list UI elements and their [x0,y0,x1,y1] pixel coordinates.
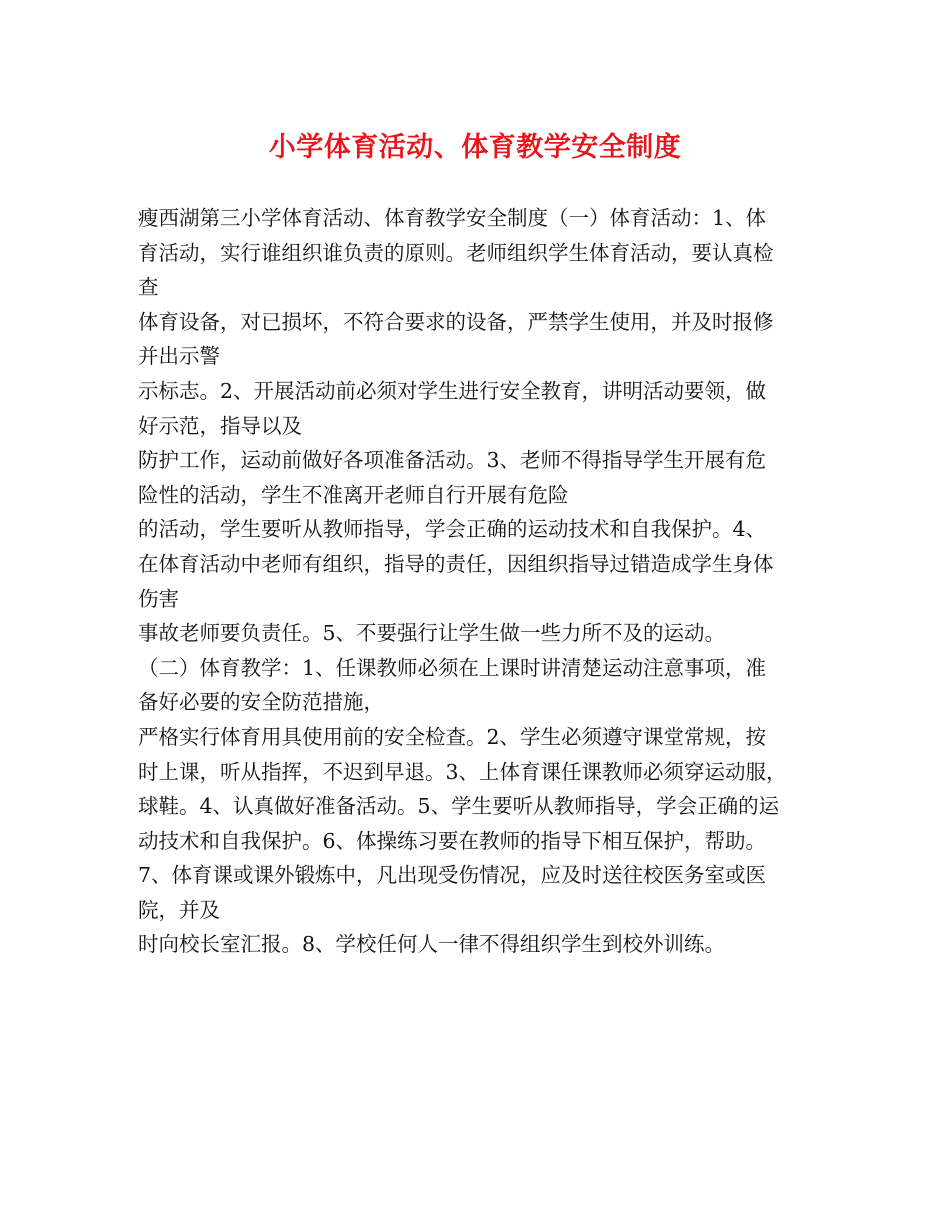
body-line: 院，并及 [138,897,220,922]
body-line: 时上课，听从指挥，不迟到早退。3、上体育课任课教师必须穿运动服， [138,759,787,784]
body-line: 瘦西湖第三小学体育活动、体育教学安全制度（一）体育活动：1、体 [138,206,767,230]
body-line: 查 [138,275,159,300]
body-line: 时向校长室汇报。8、学校任何人一律不得组织学生到校外训练。 [138,932,726,957]
body-line: 好示范，指导以及 [138,413,302,438]
body-line: 并出示警 [138,344,220,369]
body-line: 的活动，学生要听从教师指导，学会正确的运动技术和自我保护。4、 [138,517,767,542]
body-line: 备好必要的安全防范措施， [138,690,384,715]
body-line: 伤害 [138,586,179,611]
body-line: 防护工作，运动前做好各项准备活动。3、老师不得指导学生开展有危 [138,448,767,473]
body-line: 严格实行体育用具使用前的安全检查。2、学生必须遵守课堂常规，按 [138,724,767,749]
body-line: 险性的活动，学生不准离开老师自行开展有危险 [138,482,569,507]
document-title: 小学体育活动、体育教学安全制度 [268,132,682,163]
body-line: 球鞋。4、认真做好准备活动。5、学生要听从教师指导，学会正确的运 [138,794,780,819]
body-line: 7、体育课或课外锻炼中，凡出现受伤情况，应及时送往校医务室或医 [138,863,767,888]
body-line: （二）体育教学：1、任课教师必须在上课时讲清楚运动注意事项，准 [138,655,767,680]
body-line: 示标志。2、开展活动前必须对学生进行安全教育，讲明活动要领，做 [138,378,767,403]
body-line: 育活动，实行谁组织谁负责的原则。老师组织学生体育活动，要认真检 [138,240,774,265]
document-body [138,201,818,962]
body-line: 体育设备，对已损坏，不符合要求的设备，严禁学生使用，并及时报修 [138,309,774,334]
body-line: 在体育活动中老师有组织，指导的责任，因组织指导过错造成学生身体 [138,551,774,576]
body-line: 事故老师要负责任。5、不要强行让学生做一些力所不及的运动。 [138,621,726,646]
body-line: 动技术和自我保护。6、体操练习要在教师的指导下相互保护，帮助。 [138,828,767,853]
